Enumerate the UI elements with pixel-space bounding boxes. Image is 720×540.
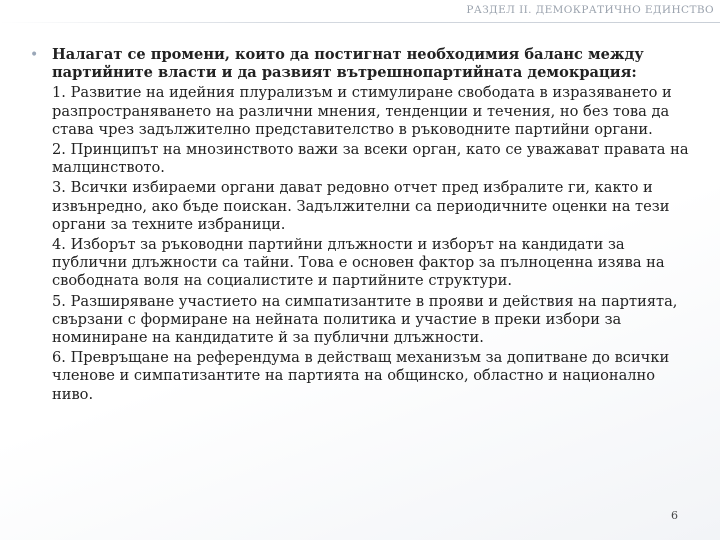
lead-paragraph: Налагат се промени, които да постигнат необходимия баланс между партийните власти и да развият вътрешнопартийната демокрация: — [52, 46, 644, 82]
bullet-item — [30, 46, 694, 406]
page-number: 6 — [671, 509, 678, 522]
point-6: 6. Превръщане на референдума в действащ механизъм за допитване до всички членове и симпатизантите на партията на общинско, областно и национално ниво. — [52, 349, 670, 403]
point-5: 5. Разширяване участието на симпатизантите в прояви и действия на партията, свързани с формиране на нейната политика и участие в преки избори за номиниране на кандидатите й за публични длъжности. — [52, 292, 678, 347]
bullet-icon: • — [30, 47, 39, 63]
header-divider — [0, 22, 720, 23]
bullet-body — [52, 46, 694, 406]
section-title: РАЗДЕЛ II. ДЕМОКРАТИЧНО ЕДИНСТВО — [466, 4, 714, 16]
point-2: 2. Принципът на мнозинството важи за всеки орган, като се уважават правата на малцинството. — [52, 141, 689, 177]
slide-content — [30, 46, 694, 406]
point-1: 1. Развитие на идейния плурализъм и стимулиране свободата в изразяването и разпространяването на различни мнения, тенденции и течения, но без това да става чрез задължително представителство в ръководните партийни органи. — [52, 84, 672, 138]
point-3: 3. Всички избираеми органи дават редовно отчет пред избралите ги, както и извънредно, ако бъде поискан. Задължителни са периодичните оценки на тези органи за техните избраници. — [52, 179, 670, 233]
point-4: 4. Изборът за ръководни партийни длъжности и изборът на кандидати за публични длъжности са тайни. Това е основен фактор за пълноценна изява на свободната воля на социалистите и партийните структури. — [52, 236, 665, 290]
